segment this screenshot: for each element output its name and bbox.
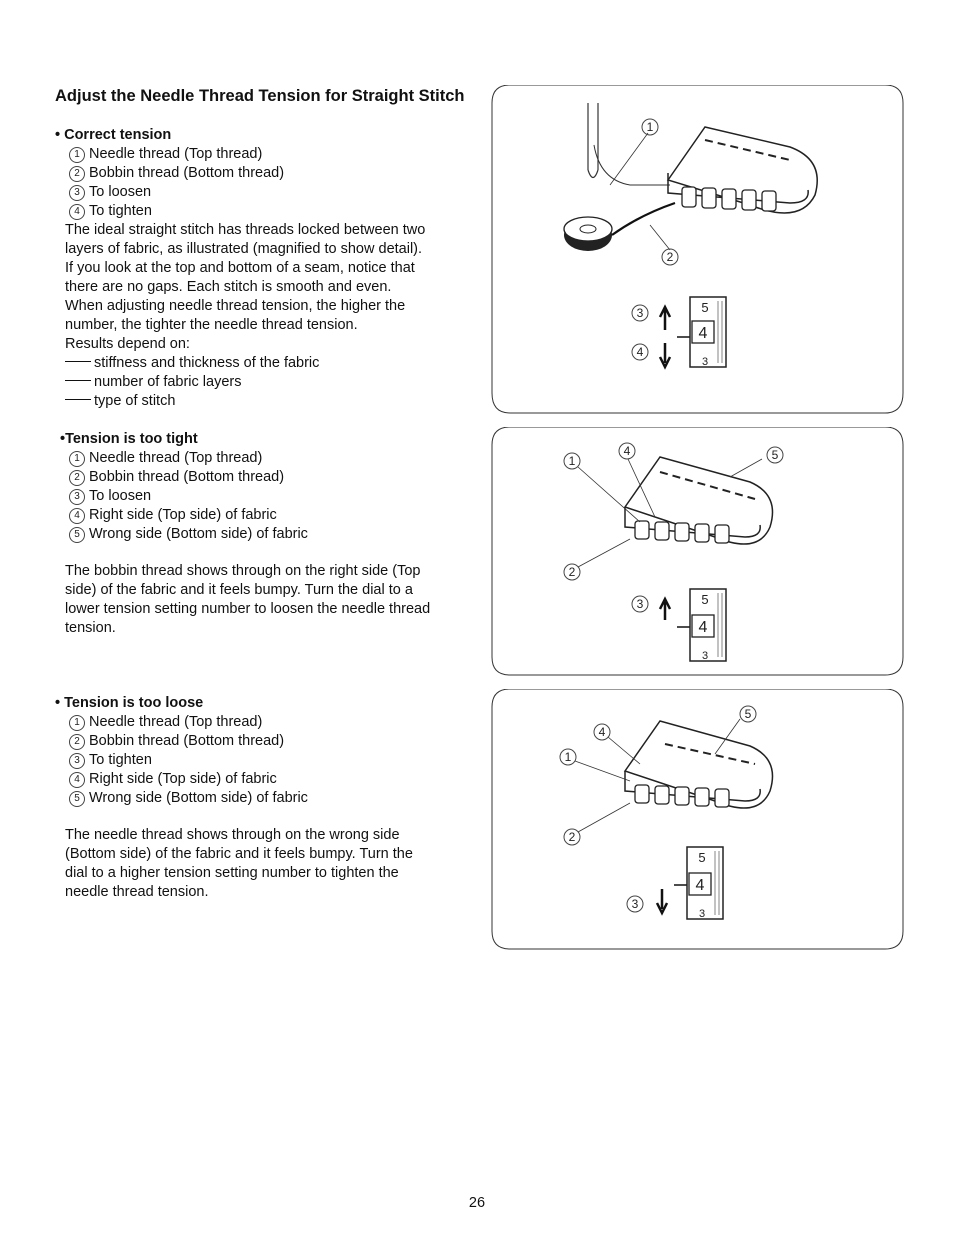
loose-tension-figure <box>490 689 904 951</box>
legend-item: 4 To tighten <box>65 202 284 221</box>
page-title: Adjust the Needle Thread Tension for Straight Stitch <box>55 87 465 105</box>
loose-tension-description: The needle thread shows through on the wrong side (Bottom side) of the fabric and it feels bumpy. Turn the dial to a higher tension setting number to tighten the needle thread tension. <box>65 827 413 900</box>
legend-item: 5 Wrong side (Bottom side) of fabric <box>65 525 308 544</box>
correct-tension-legend <box>65 145 284 221</box>
callout-4: 4 <box>598 725 606 739</box>
loose-tension-legend <box>65 713 308 808</box>
legend-item: 4 Right side (Top side) of fabric <box>65 506 308 525</box>
legend-item: 1 Needle thread (Top thread) <box>65 713 308 732</box>
dial-number-current: 4 <box>698 325 708 342</box>
callout-5: 5 <box>771 448 779 462</box>
tight-tension-heading: •Tension is too tight <box>60 431 198 447</box>
depends-item: type of stitch <box>65 392 470 411</box>
tight-tension-figure <box>490 427 904 677</box>
dial-number-top: 5 <box>701 592 709 607</box>
legend-item: 3 To tighten <box>65 751 308 770</box>
legend-item: 4 Right side (Top side) of fabric <box>65 770 308 789</box>
callout-3: 3 <box>636 597 644 611</box>
depends-item: stiffness and thickness of the fabric <box>65 354 470 373</box>
legend-item: 1 Needle thread (Top thread) <box>65 145 284 164</box>
dial-number-top: 5 <box>698 850 706 865</box>
correct-tension-heading: • Correct tension <box>55 127 172 143</box>
callout-1: 1 <box>568 454 576 468</box>
legend-item: 3 To loosen <box>65 487 308 506</box>
tight-tension-description: The bobbin thread shows through on the right side (Top side) of the fabric and it feels bumpy. Turn the dial to a lower tension setting number to loosen the needle thread tension. <box>65 563 431 636</box>
dial-number-bottom: 3 <box>701 650 709 662</box>
legend-item: 2 Bobbin thread (Bottom thread) <box>65 732 308 751</box>
callout-1: 1 <box>564 750 572 764</box>
page-number: 26 <box>468 1195 486 1211</box>
dial-number-bottom: 3 <box>698 908 706 920</box>
legend-item: 5 Wrong side (Bottom side) of fabric <box>65 789 308 808</box>
correct-tension-description: The ideal straight stitch has threads locked between two layers of fabric, as illustrated (magnified to show detail). If you look at the top and bottom of a seam, notice that there are no gaps. Each stitch is smooth and even. When adjusting needle thread tension, the higher the number, the tighter the needle thread tension. Results depend on: stiffness and thickness of the fabric number of fabric layers type of stitch <box>65 221 470 411</box>
dial-number-bottom: 3 <box>701 356 709 368</box>
callout-2: 2 <box>666 250 674 264</box>
callout-4: 4 <box>636 345 644 359</box>
callout-1: 1 <box>646 120 654 134</box>
dial-number-current: 4 <box>698 619 708 636</box>
correct-tension-figure <box>490 85 904 415</box>
dial-number-top: 5 <box>701 300 709 315</box>
callout-3: 3 <box>631 897 639 911</box>
dial-number-current: 4 <box>695 877 705 894</box>
callout-2: 2 <box>568 830 576 844</box>
legend-item: 3 To loosen <box>65 183 284 202</box>
loose-tension-heading: • Tension is too loose <box>55 695 204 711</box>
callout-5: 5 <box>744 707 752 721</box>
tight-tension-legend <box>65 449 308 544</box>
callout-3: 3 <box>636 306 644 320</box>
depends-item: number of fabric layers <box>65 373 470 392</box>
callout-2: 2 <box>568 565 576 579</box>
legend-item: 2 Bobbin thread (Bottom thread) <box>65 468 308 487</box>
legend-item: 2 Bobbin thread (Bottom thread) <box>65 164 284 183</box>
legend-item: 1 Needle thread (Top thread) <box>65 449 308 468</box>
callout-4: 4 <box>623 444 631 458</box>
